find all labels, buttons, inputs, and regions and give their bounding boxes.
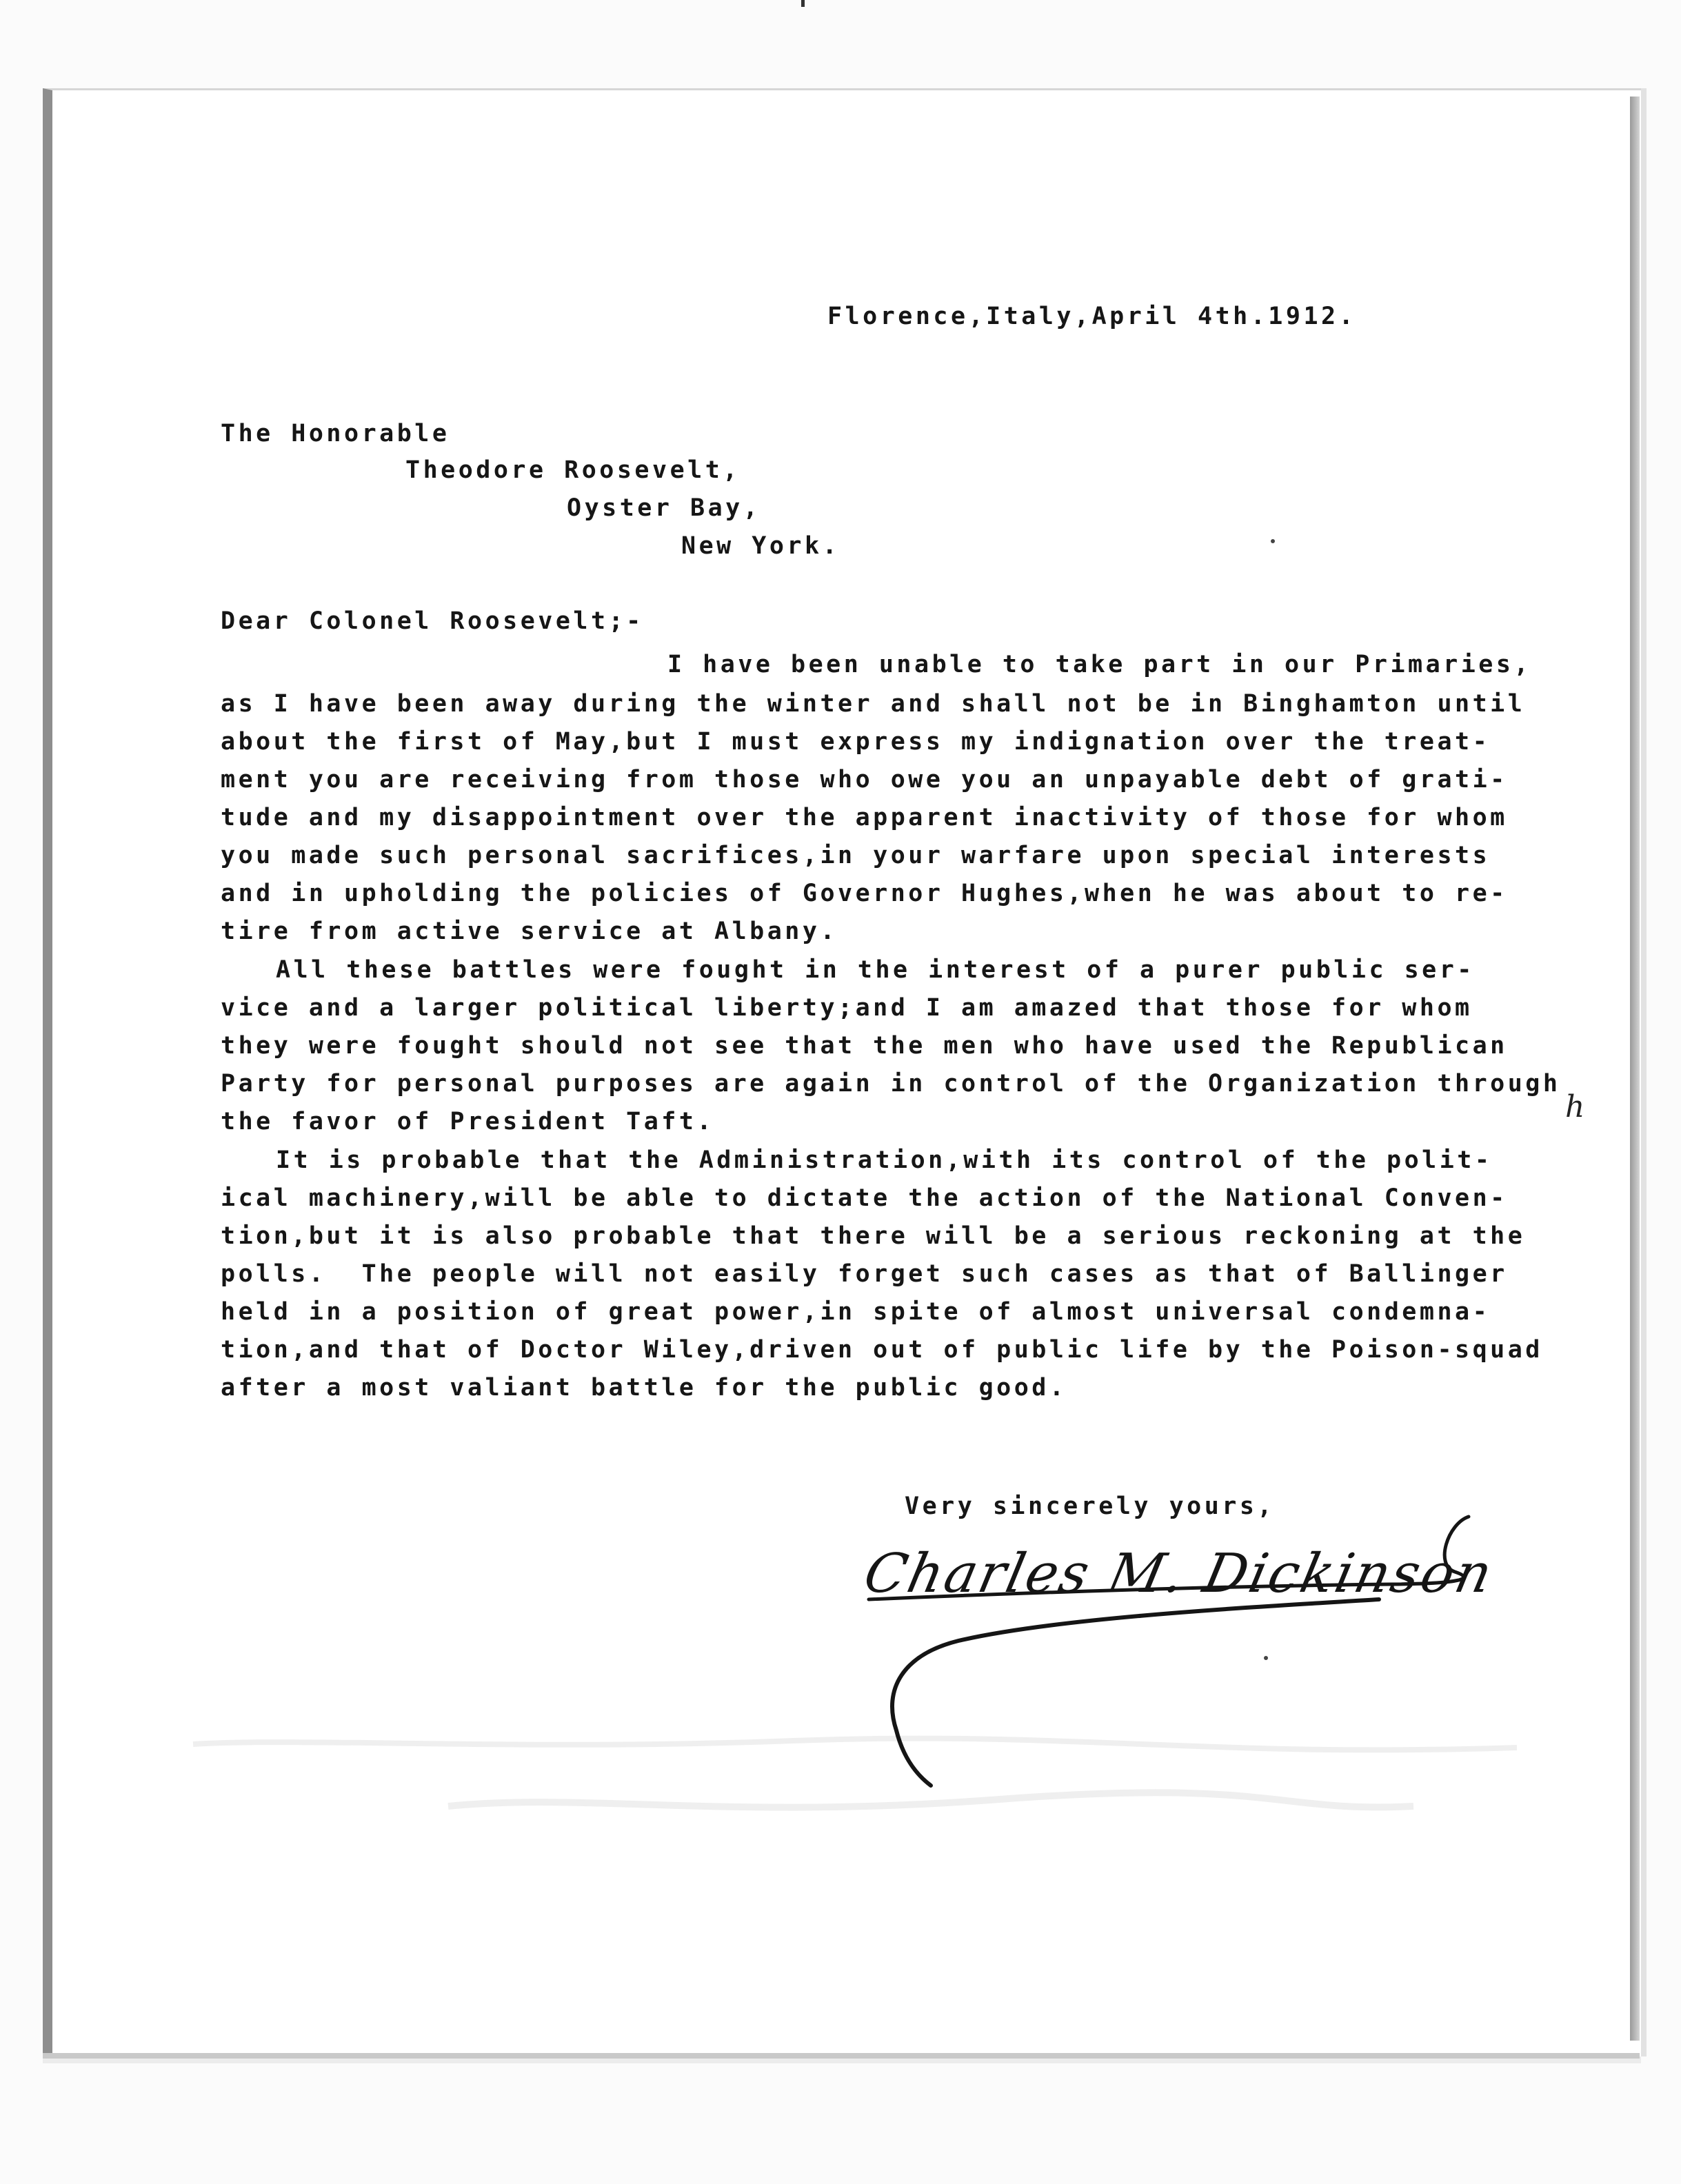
body-line: ical machinery,will be able to dictate the action of the National Conven- <box>221 1184 1508 1212</box>
recipient-line-3: Oyster Bay, <box>567 494 761 522</box>
body-line: they were fought should not see that the men who have used the Republican <box>221 1032 1508 1060</box>
signature: Charles M. Dickinson <box>858 1543 1500 1605</box>
body-line: about the first of May,but I must express my indignation over the treat- <box>221 728 1491 756</box>
body-line: It is probable that the Administration,with its control of the polit- <box>276 1146 1493 1174</box>
body-line: and in upholding the policies of Governor Hughes,when he was about to re- <box>221 880 1508 907</box>
body-line: All these battles were fought in the interest of a purer public ser- <box>276 956 1475 984</box>
handwritten-correction: h <box>1565 1089 1585 1124</box>
sheet-bottom-edge <box>43 2053 1640 2059</box>
body-line: held in a position of great power,in spite of almost universal condemna- <box>221 1298 1491 1326</box>
body-line: tude and my disappointment over the apparent inactivity of those for whom <box>221 804 1508 831</box>
body-line: ment you are receiving from those who owe you an unpayable debt of grati- <box>221 766 1508 793</box>
body-line: vice and a larger political liberty;and I am amazed that those for whom <box>221 994 1473 1022</box>
body-line: tion,but it is also probable that there will be a serious reckoning at the <box>221 1222 1526 1250</box>
bleed-through <box>172 1710 1551 1917</box>
dateline: Florence,Italy,April 4th.1912. <box>827 303 1357 330</box>
scan-mark <box>801 0 805 7</box>
body-line: tion,and that of Doctor Wiley,driven out of public life by the Poison-squad <box>221 1336 1543 1364</box>
body-line: as I have been away during the winter and shall not be in Binghamton until <box>221 690 1526 718</box>
salutation: Dear Colonel Roosevelt;- <box>221 607 644 635</box>
recipient-line-1: The Honorable <box>221 420 450 447</box>
body-line: the favor of President Taft. <box>221 1108 715 1135</box>
body-line: I have been unable to take part in our Primaries, <box>667 651 1532 678</box>
body-line: after a most valiant battle for the public good. <box>221 1374 1067 1402</box>
body-line: Party for personal purposes are again in control of the Organization through <box>221 1070 1561 1098</box>
recipient-line-4: New York. <box>681 532 840 560</box>
body-line: you made such personal sacrifices,in your warfare upon special interests <box>221 842 1491 869</box>
closing: Very sincerely yours, <box>905 1493 1276 1520</box>
sheet-edge-shadow <box>1630 97 1640 2041</box>
body-line: tire from active service at Albany. <box>221 918 838 945</box>
speck <box>1271 539 1275 543</box>
recipient-line-2: Theodore Roosevelt, <box>405 456 741 484</box>
body-line: polls. The people will not easily forget such cases as that of Ballinger <box>221 1260 1508 1288</box>
